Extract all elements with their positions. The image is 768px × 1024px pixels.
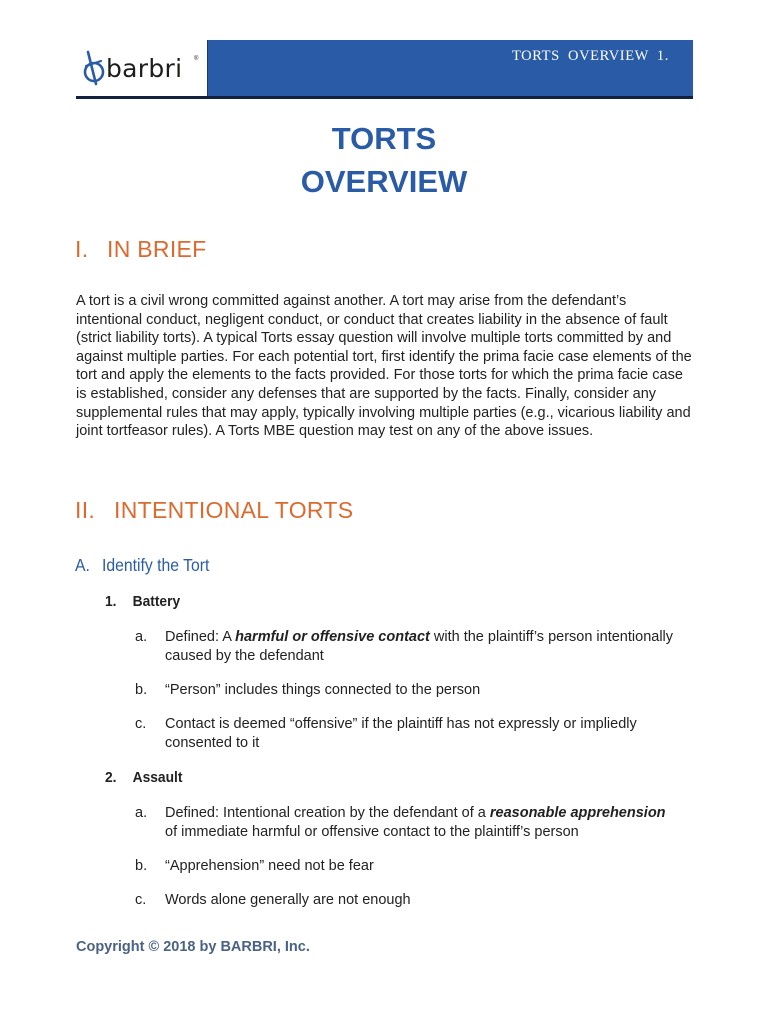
in-brief-paragraph: A tort is a civil wrong committed against another. A tort may arise from the defendant’s intentional conduct, negligent conduct, or conduct that creates liability in the absence of fault (strict liability torts). A typical Torts essay question will involve multiple torts committed by and against multiple parties. For each potential tort, first identify the prima facie case elements of the tort and apply the elements to the facts provided. For those torts for which the prima facie case is established, consider any defenses that are supported by the facts. Finally, consider any supplemental rules that may apply, typically involving multiple parties (e.g., vicarious liability and joint tortfeasor rules). A Torts MBE question may test on any of the above issues.	[76, 293, 692, 440]
list-letter: a.	[135, 629, 148, 645]
list-text: “Person” includes things connected to the person	[165, 682, 481, 698]
subsection-number: A.	[75, 555, 90, 575]
list-letter: b.	[135, 858, 148, 874]
barbri-logo	[76, 40, 207, 96]
copyright-notice: Copyright © 2018 by BARBRI, Inc.	[76, 939, 310, 955]
list-item	[135, 804, 695, 842]
emphasis-text: reasonable apprehension	[489, 805, 666, 821]
item-number: 2.	[105, 769, 117, 786]
item-title: Battery	[132, 593, 181, 610]
item-title: Assault	[132, 769, 183, 786]
list-text: Defined: Intentional creation by the defendant of a reasonable apprehension of immediate harmful or offensive contact to the plaintiff’s person	[165, 805, 666, 840]
page-header	[76, 40, 693, 96]
section-title: INTENTIONAL TORTS	[114, 497, 354, 523]
list-letter: c.	[135, 892, 147, 908]
list-item	[135, 857, 695, 876]
item-number: 1.	[105, 593, 117, 610]
subsection-heading	[75, 555, 209, 576]
section-heading-intentional-torts	[75, 497, 353, 524]
item-heading-assault	[105, 769, 182, 786]
running-header-title: TORTS OVERVIEW 1.	[511, 48, 669, 64]
section-number: II.	[75, 497, 96, 523]
list-letter: c.	[135, 716, 147, 732]
subsection-title: Identify the Tort	[102, 555, 210, 575]
document-title-line-1: TORTS	[331, 121, 437, 156]
section-heading-in-brief	[75, 236, 207, 263]
list-text: Words alone generally are not enough	[165, 892, 411, 908]
section-number: I.	[75, 236, 89, 262]
list-letter: a.	[135, 805, 148, 821]
list-text: Contact is deemed “offensive” if the plaintiff has not expressly or impliedly consented to it	[165, 716, 637, 751]
list-item	[135, 628, 695, 666]
list-text: Defined: A harmful or offensive contact with the plaintiff’s person intentionally caused by the defendant	[165, 629, 674, 664]
section-title: IN BRIEF	[107, 236, 207, 262]
logo-text: barbri	[106, 54, 183, 83]
list-item	[135, 681, 695, 700]
item-heading-battery	[105, 593, 180, 610]
barbri-logo-icon	[82, 50, 106, 86]
emphasis-text: harmful or offensive contact	[235, 629, 430, 645]
list-letter: b.	[135, 682, 148, 698]
document-title-line-2: OVERVIEW	[300, 164, 468, 199]
logo-trademark: ®	[194, 56, 199, 62]
list-item	[135, 715, 695, 753]
header-band	[207, 40, 693, 96]
header-rule	[76, 96, 693, 99]
list-item	[135, 891, 695, 910]
list-text: “Apprehension” need not be fear	[165, 858, 374, 874]
